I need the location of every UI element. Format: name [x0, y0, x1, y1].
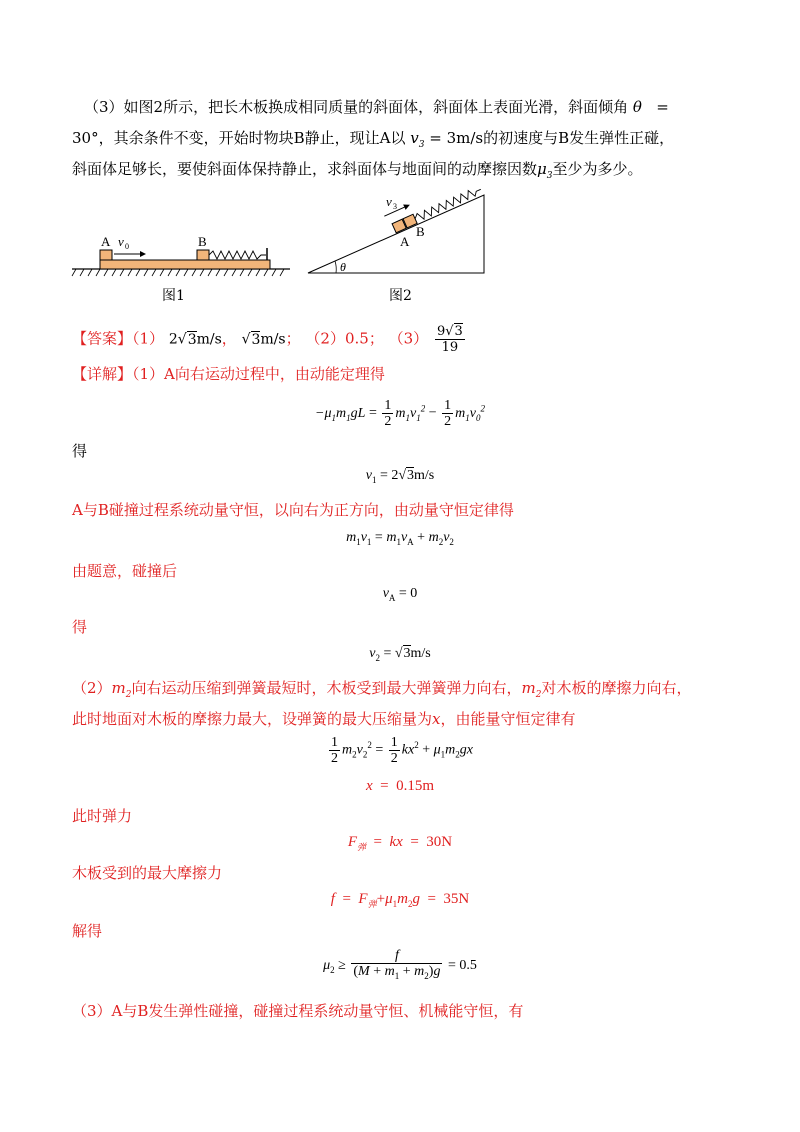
- fig1-label-b: B: [198, 234, 207, 249]
- solution-de-1: 得: [72, 442, 88, 460]
- equation-5: $v_2 = √3m/s$: [369, 646, 431, 663]
- problem-text: （3）如图2所示，把长木板换成相同质量的斜面体，斜面体上表面光滑，斜面倾角: [84, 98, 629, 116]
- problem-text: 30°，其余条件不变，开始时物块B静止，现让A以: [72, 129, 406, 147]
- v3-subscript: 3: [418, 140, 425, 150]
- fig1-board: [100, 260, 270, 269]
- v3-symbol: v: [410, 129, 419, 147]
- solution-line-4: $(2)m_2$向右运动压缩到弹簧最短时，木板受到最大弹簧弹力向右，$m_2$对木板的摩擦力向右，: [72, 679, 692, 700]
- fig1-ground-hatch: [72, 269, 284, 276]
- answer-1b-value: √3m/s: [241, 331, 286, 348]
- answer-3-fraction: $\frac{9√3}{19}$: [436, 324, 463, 355]
- problem-text: = 3m/s的初速度与B发生弹性正碰，: [429, 129, 675, 147]
- mu3-subscript: 3: [546, 171, 553, 181]
- equation-1: $-\mu_1m_1gL$ = $\frac{1}{2}$ $m_1v_1^2$ − $\frac{1}{2}$ $m_1v_0^2$: [315, 398, 485, 429]
- fig2-angle-arc: [335, 261, 336, 273]
- equation-10: $\mu_2$ ≥ $\frac{f}{(M + m_1 + m_2)g}$ = 0.5: [323, 948, 477, 981]
- solution-line-9: （3）A与B发生弹性碰撞，碰撞过程系统动量守恒、机械能守恒，有: [72, 1002, 524, 1020]
- solution-line-1: [72, 363, 385, 384]
- solution-line-6: 此时弹力: [72, 807, 133, 825]
- fig2-label-a: A: [400, 234, 410, 249]
- equation-6: $\frac{1}{2}$ $m_2v_2^2$ = $\frac{1}{2}$ $kx^2 + \mu_1m_2gx$: [331, 735, 473, 766]
- fig1-label-v0-sub: 0: [125, 242, 129, 251]
- fig1-spring: [209, 251, 266, 259]
- solution-line-8: 解得: [72, 922, 103, 940]
- fig2-spring: [413, 186, 482, 223]
- equation-3: $m_1v_1 = m_1v_A + m_2v_2$: [346, 530, 454, 547]
- problem-text: 至少为多少。: [552, 160, 643, 178]
- fig1-caption: 图1: [162, 288, 185, 304]
- fig1-label-v0: v: [118, 234, 124, 249]
- fig2-caption: 图2: [389, 288, 412, 304]
- equation-4: $v_A = 0$: [382, 586, 418, 603]
- theta-symbol: θ: [632, 98, 642, 116]
- equation-7: x = 0.15m: [365, 778, 435, 794]
- answer-separator: ；: [285, 329, 301, 348]
- solution-text: （1）A向右运动过程中，由动能定理得: [132, 365, 385, 383]
- mu3-symbol: μ: [537, 160, 547, 178]
- answer-part-3: （3）: [388, 329, 429, 348]
- solution-line-2: A与B碰撞过程系统动量守恒，以向右为正方向，由动量守恒定律得: [72, 501, 514, 519]
- equation-2: $v_1 = 2√3m/s$: [365, 468, 435, 485]
- fig1-block-b: [197, 250, 209, 260]
- answer-part-1: （1）: [132, 329, 165, 348]
- fig2-label-b: B: [416, 224, 425, 239]
- answer-tag: 【答案】: [72, 329, 133, 348]
- solution-line-5: 此时地面对木板的摩擦力最大，设弹簧的最大压缩量为x，由能量守恒定律有: [72, 710, 576, 728]
- solution-de-2: 得: [72, 618, 88, 636]
- equation-8: $F_弹$ = kx = 30N: [347, 834, 453, 852]
- equals-sign: =: [656, 98, 669, 116]
- fig1-arrowhead: [140, 251, 146, 257]
- fig2-label-v3-sub: 3: [393, 202, 397, 211]
- fig1-label-a: A: [101, 234, 111, 249]
- fig2-arrowhead: [403, 202, 411, 210]
- answer-line: [72, 324, 467, 355]
- physics-diagram: [0, 0, 800, 320]
- equation-9: $f = F_弹+\mu_1m_2g = 35N$: [330, 891, 470, 909]
- answer-comma: ，: [221, 329, 237, 348]
- solution-tag: 【详解】: [72, 365, 133, 383]
- answer-1-value: 2√3m/s: [168, 331, 222, 348]
- fig2-label-v3: v: [386, 194, 392, 209]
- fig2-label-theta: θ: [340, 260, 346, 274]
- solution-line-3: 由题意，碰撞后: [72, 562, 178, 580]
- problem-text: 斜面体足够长，要使斜面体保持静止，求斜面体与地面间的动摩擦因数: [72, 160, 538, 178]
- fig1-block-a: [100, 250, 112, 260]
- answer-part-2: （2）0.5；: [305, 329, 384, 348]
- fig2-blocks: [383, 173, 483, 235]
- solution-line-7: 木板受到的最大摩擦力: [72, 864, 223, 882]
